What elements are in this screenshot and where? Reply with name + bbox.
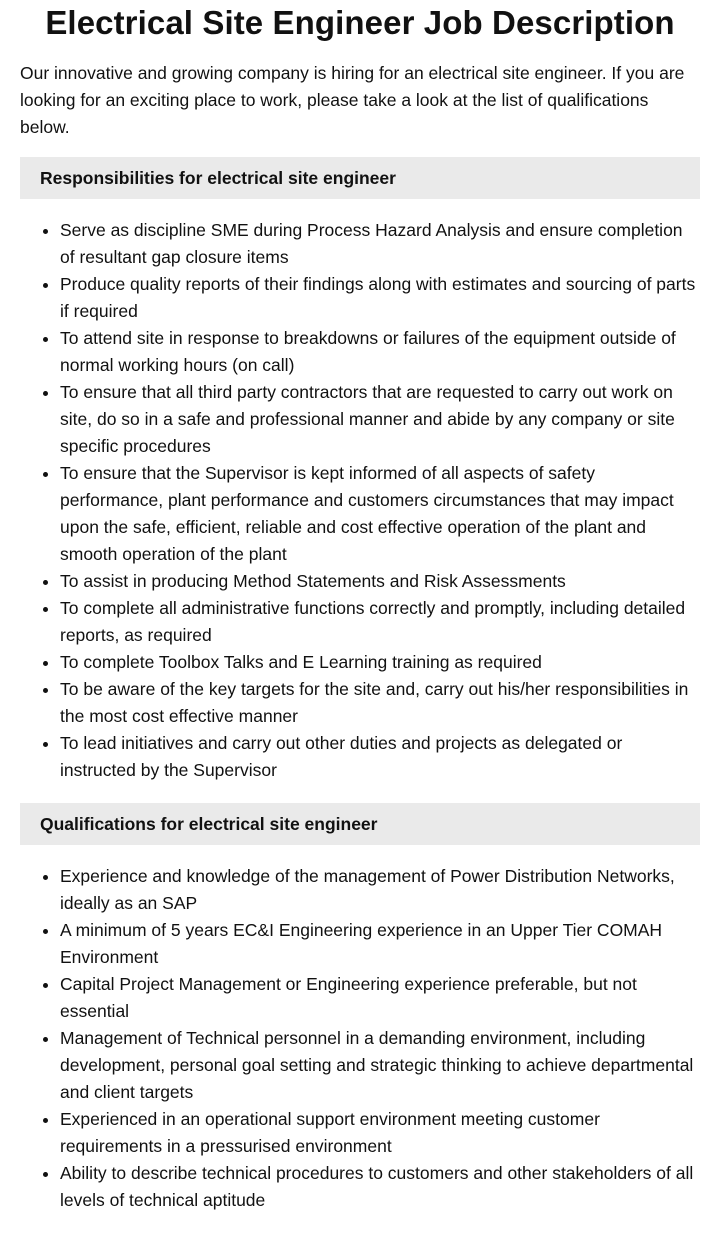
- list-item: • To lead initiatives and carry out other duties and projects as delegated or instructed by the Supervisor: [60, 730, 700, 784]
- list-item: • Ability to describe technical procedures to customers and other stakeholders of all levels of technical aptitude: [60, 1160, 700, 1214]
- page-title: Electrical Site Engineer Job Description: [45, 4, 675, 41]
- list-item: • To be aware of the key targets for the site and, carry out his/her responsibilities in the most cost effective manner: [60, 676, 700, 730]
- responsibilities-list: [20, 217, 700, 784]
- list-item: • To ensure that the Supervisor is kept informed of all aspects of safety performance, plant performance and customers circumstances that may impact upon the safe, efficient, reliable and cost effective operation of the plant and smooth operation of the plant: [60, 460, 700, 568]
- list-item: • To complete all administrative functions correctly and promptly, including detailed reports, as required: [60, 595, 700, 649]
- list-item: • Management of Technical personnel in a demanding environment, including development, personal goal setting and strategic thinking to achieve departmental and client targets: [60, 1025, 700, 1106]
- list-item: • To ensure that all third party contractors that are requested to carry out work on site, do so in a safe and professional manner and abide by any company or site specific procedures: [60, 379, 700, 460]
- intro-paragraph: Our innovative and growing company is hiring for an electrical site engineer. If you are looking for an exciting place to work, please take a look at the list of qualifications below.: [20, 63, 685, 137]
- list-item: • To complete Toolbox Talks and E Learning training as required: [60, 649, 700, 676]
- list-item: • To attend site in response to breakdowns or failures of the equipment outside of normal working hours (on call): [60, 325, 700, 379]
- list-item: • Serve as discipline SME during Process Hazard Analysis and ensure completion of resultant gap closure items: [60, 217, 700, 271]
- qualifications-list: [20, 863, 700, 1214]
- list-item: • To assist in producing Method Statements and Risk Assessments: [60, 568, 700, 595]
- list-item: • Produce quality reports of their findings along with estimates and sourcing of parts if required: [60, 271, 700, 325]
- qualifications-heading: Qualifications for electrical site engineer: [20, 803, 700, 845]
- list-item: • A minimum of 5 years EC&I Engineering experience in an Upper Tier COMAH Environment: [60, 917, 700, 971]
- list-item: • Experience and knowledge of the management of Power Distribution Networks, ideally as an SAP: [60, 863, 700, 917]
- list-item: • Capital Project Management or Engineering experience preferable, but not essential: [60, 971, 700, 1025]
- responsibilities-heading: Responsibilities for electrical site engineer: [20, 157, 700, 199]
- list-item: • Experienced in an operational support environment meeting customer requirements in a pressurised environment: [60, 1106, 700, 1160]
